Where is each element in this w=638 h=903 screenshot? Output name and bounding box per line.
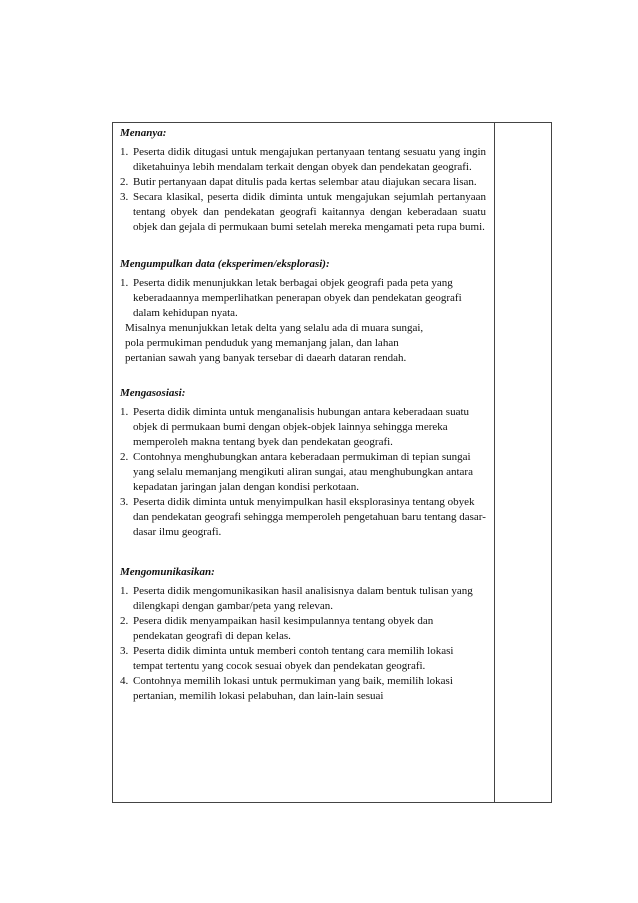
list-item: 4. Contohnya memilih lokasi untuk permukiman yang baik, memilih lokasi pertanian, memilih lokasi pelabuhan, dan lain-lain sesuai — [120, 675, 453, 702]
example-line: pertanian sawah yang banyak tersebar di daearh dataran rendah. — [125, 352, 407, 364]
list-item: 1. Peserta didik ditugasi untuk mengajukan pertanyaan tentang sesuatu yang ingin diketahuinya lebih mendalam terkait dengan obyek dan pendekatan geografi. — [120, 146, 486, 173]
list-item: 1. Peserta didik diminta untuk menganalisis hubungan antara keberadaan suatu objek di permukaan bumi dengan objek-objek lainnya sehingga mereka memperoleh makna tentang byek dan pendekatan geografi. — [120, 406, 470, 448]
example-line: pola permukiman penduduk yang memanjang jalan, dan lahan — [125, 337, 399, 349]
mengomunikasikan-list — [120, 584, 486, 704]
list-item: 3. Peserta didik diminta untuk menyimpulkan hasil eksplorasinya tentang obyek dan pendekatan geografi sehingga memperoleh pengetahuan baru tentang dasar-dasar ilmu geografi. — [120, 496, 486, 538]
list-item: 2. Pesera didik menyampaikan hasil kesimpulannya tentang obyek dan pendekatan geografi di depan kelas. — [120, 615, 434, 642]
mengasosiasi-list — [120, 405, 486, 540]
list-item: 1. Peserta didik mengomunikasikan hasil analisisnya dalam bentuk tulisan yang dilengkapi dengan gambar/peta yang relevan. — [120, 585, 473, 612]
section-heading-menanya: Menanya: — [120, 127, 167, 139]
notes-cell — [495, 123, 552, 803]
menanya-list — [120, 145, 486, 235]
example-line: Misalnya menunjukkan letak delta yang selalu ada di muara sungai, — [125, 322, 424, 334]
list-item: 3. Secara klasikal, peserta didik diminta untuk mengajukan sejumlah pertanyaan tentang obyek dan pendekatan geografi kaitannya dengan keberadaan suatu objek dan gejala di permukaan bumi setelah mereka mengamati peta rupa bumi. — [120, 191, 486, 233]
activity-cell — [113, 123, 495, 803]
section-heading-mengomunikasikan: Mengomunikasikan: — [120, 566, 215, 578]
activity-content — [113, 123, 494, 704]
section-heading-mengasosiasi: Mengasosiasi: — [120, 387, 186, 399]
list-item: 3. Peserta didik diminta untuk memberi contoh tentang cara memilih lokasi tempat tertentu yang cocok sesuai obyek dan pendekatan geografi. — [120, 645, 454, 672]
mengumpulkan-data-list — [120, 276, 486, 321]
list-item: 2. Contohnya menghubungkan antara keberadaan permukiman di tepian sungai yang selalu memanjang mengikuti aliran sungai, atau menghubungkan antara kepadatan jaringan jalan dengan kondisi perkotaan. — [120, 451, 473, 493]
section-heading-mengumpulkan-data: Mengumpulkan data (eksperimen/eksplorasi): — [120, 258, 330, 270]
lesson-table — [112, 122, 552, 803]
list-item: 2. Butir pertanyaan dapat ditulis pada kertas selembar atau diajukan secara lisan. — [120, 176, 477, 188]
list-item: 1. Peserta didik menunjukkan letak berbagai objek geografi pada peta yang keberadaannya memperlihatkan penerapan obyek dan pendekatan geografi dalam kehidupan nyata. — [120, 277, 462, 319]
